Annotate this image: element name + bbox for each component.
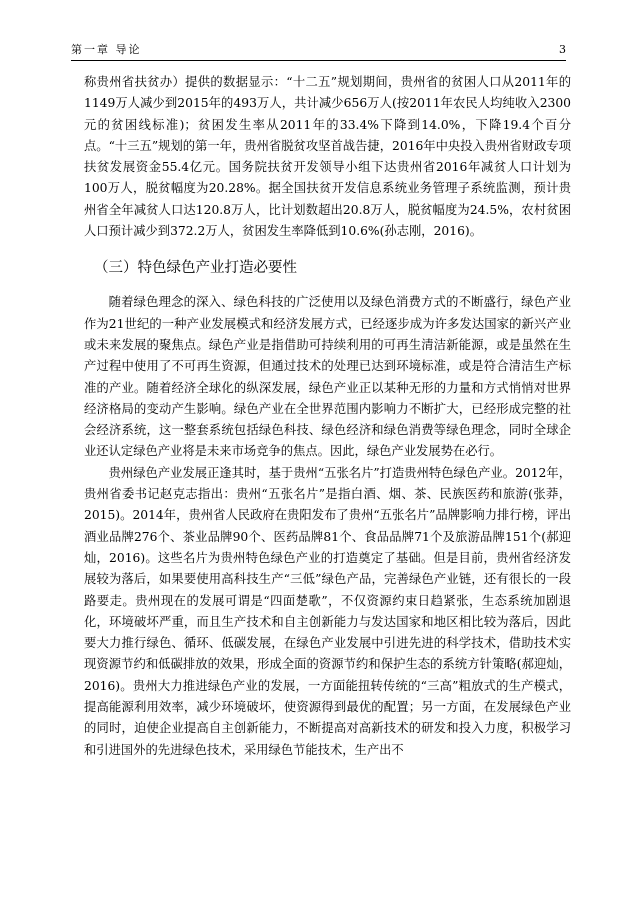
paragraph-guizhou-five-cards: 贵州绿色产业发展正逢其时，基于贵州“五张名片”打造贵州特色绿色产业。2012年，贵州省委书记赵克志指出：贵州“五张名片”是指白酒、烟、茶、民族医药和旅游(张莽，2015)。2014年，贵州省人民政府在贵阳发布了贵州“五张名片”品牌影响力排行榜，评出酒业品牌276个、茶业品牌90个、医药品牌81个、食品品牌71个及旅游品牌151个(郝迎灿，2016)。这些名片为贵州特色绿色产业的打造奠定了基础。但是目前，贵州省经济发展较为落后，如果要使用高科技生产“三低”绿色产品，完善绿色产业链，还有很长的一段路要走。贵州现在的发展可谓是“四面楚歌”，不仅资源约束日趋紧张，生态系统加剧退化，环境破坏严重，而且生产技术和自主创新能力与发达国家和地区相比较为落后，因此要大力推行绿色、循环、低碳发展，在绿色产业发展中引进先进的科学技术，借助技术实现资源节约和低碳排放的效果，形成全面的资源节约和保护生态的系统方针策略(郝迎灿，2016)。贵州大力推进绿色产业的发展，一方面能扭转传统的“三高”粗放式的生产模式，提高能源利用效率，减少环境破坏，使资源得到最优的配置；另一方面，在发展绿色产业的同时，迫使企业提高自主创新能力，不断提高对高新技术的研发和投入力度，积极学习和引进国外的先进绿色技术，采用绿色节能技术，生产出不 [84, 465, 571, 757]
running-header [71, 42, 566, 58]
paragraph-poverty-data: 称贵州省扶贫办）提供的数据显示：“十二五”规划期间，贵州省的贫困人口从2011年的1149万人减少到2015年的493万人，共计减少656万人(按2011年农民人均纯收入2300元的贫困线标准)；贫困发生率从2011年的33.4%下降到14.0%，下降19.4个百分点。“十三五”规划的第一年，贵州省脱贫攻坚首战告捷，2016年中央投入贵州省财政专项扶贫发展资金55.4亿元。国务院扶贫开发领导小组下达贵州省2016年减贫人口计划为100万人，脱贫幅度为20.28%。据全国扶贫开发信息系统业务管理子系统监测，预计贵州省全年减贫人口达120.8万人，比计划数超出20.8万人，脱贫幅度为24.5%，农村贫困人口预计减少到372.2万人，贫困发生率降低到10.6%(孙志刚，2016)。 [84, 75, 571, 239]
body-text [84, 72, 571, 761]
chapter-title: 第一章 导论 [71, 43, 142, 56]
header-divider [71, 60, 566, 61]
paragraph-green-industry: 随着绿色理念的深入、绿色科技的广泛使用以及绿色消费方式的不断盛行，绿色产业作为21世纪的一种产业发展模式和经济发展方式，已经逐步成为许多发达国家的新兴产业或未来发展的聚焦点。绿色产业是指借助可持续利用的可再生清洁新能源，或是虽然在生产过程中使用了不可再生资源，但通过技术的处理已达到环境标准，或是符合清洁生产标准的产业。随着经济全球化的纵深发展，绿色产业正以某种无形的力量和方式悄悄对世界经济格局的变动产生影响。绿色产业在全世界范围内影响力不断扩大，已经形成完整的社会经济系统，这一整套系统包括绿色科技、绿色经济和绿色消费等绿色理念，同时全球企业还认定绿色产业将是未来市场竞争的焦点。因此，绿色产业发展势在必行。 [84, 295, 571, 459]
section-subheading: （三）特色绿色产业打造必要性 [94, 260, 297, 277]
page-number: 3 [559, 43, 566, 56]
